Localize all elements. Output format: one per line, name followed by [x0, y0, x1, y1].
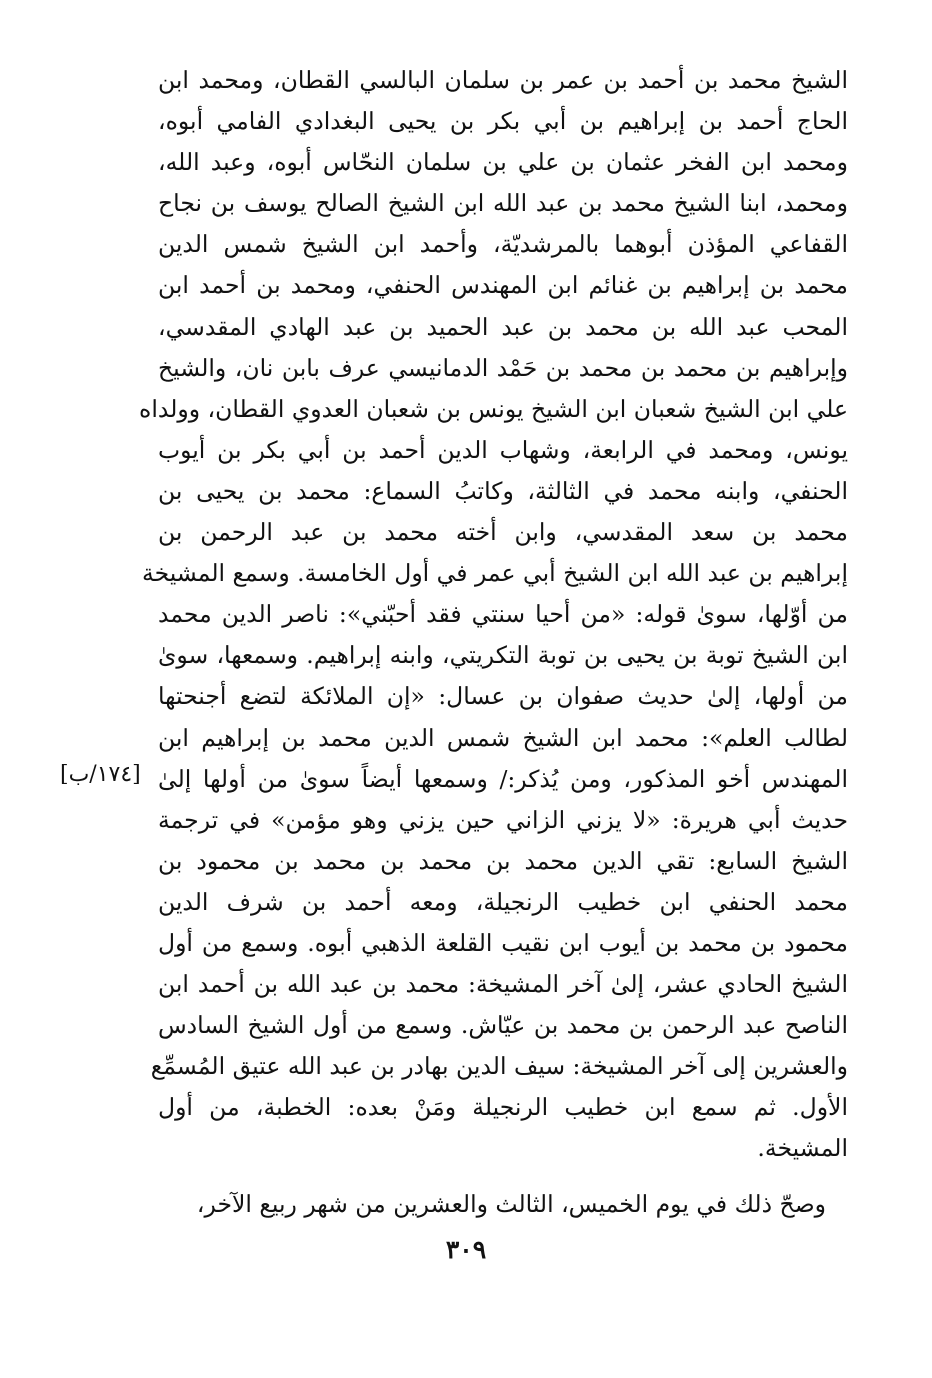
text-line-2: الحاج أحمد بن إبراهيم بن أبي بكر بن يحيى البغدادي الفامي أبوه، [158, 107, 848, 136]
text-line-13: إبراهيم بن عبد الله ابن الشيخ أبي عمر في أول الخامسة. وسمع المشيخة [141, 559, 848, 588]
text-line-11: الحنفي، وابنه محمد في الثالثة، وكاتبُ السماع: محمد بن يحيى بن [158, 476, 848, 505]
closing-line: وصحّ ذلك في يوم الخميس، الثالث والعشرين من شهر ربيع الآخر، [196, 1190, 826, 1218]
text-line-8: وإبراهيم بن محمد بن محمد بن حَمْد الدمانيسي عرف بابن نان، والشيخ [158, 353, 848, 382]
text-line-19: حديث أبي هريرة: «لا يزني الزاني حين يزني وهو مؤمن» في ترجمة [158, 805, 848, 834]
text-line-21: محمد الحنفي ابن خطيب الرنجيلة، ومعه أحمد بن شرف الدين [158, 887, 848, 916]
text-line-25: والعشرين إلى آخر المشيخة: سيف الدين بهادر بن عبد الله عتيق المُسمِّع [150, 1052, 848, 1081]
text-line-16: من أولها، إلىٰ حديث صفوان بن عسال: «إن الملائكة لتضع أجنحتها [158, 682, 848, 711]
text-line-27: المشيخة. [757, 1134, 848, 1163]
text-line-1: الشيخ محمد بن أحمد بن عمر بن سلمان البالسي القطان، ومحمد ابن [158, 66, 848, 94]
text-line-4: ومحمد، ابنا الشيخ محمد بن عبد الله ابن الشيخ الصالح يوسف بن نجاح [158, 189, 848, 218]
text-line-3: ومحمد ابن الفخر عثمان بن علي بن سلمان النحّاس أبوه، وعبد الله، [158, 148, 848, 177]
text-line-12: محمد بن سعد المقدسي، وابن أخته محمد بن عبد الرحمن بن [158, 518, 848, 547]
text-line-20: الشيخ السابع: تقي الدين محمد بن محمد بن محمد بن محمود بن [158, 846, 848, 875]
text-line-9: علي ابن الشيخ شعبان ابن الشيخ يونس بن شعبان العدوي القطان، وولداه [139, 394, 848, 423]
main-text-block [139, 60, 848, 1170]
text-line-23: الشيخ الحادي عشر، إلىٰ آخر المشيخة: محمد بن عبد الله بن أحمد ابن [158, 970, 848, 999]
text-line-26: الأول. ثم سمع ابن خطيب الرنجيلة ومَنْ بعده: الخطبة، من أول [158, 1093, 848, 1122]
page-number: ٣٠٩ [445, 1235, 487, 1264]
text-line-15: ابن الشيخ توبة بن يحيى بن توبة التكريتي، وابنه إبراهيم. وسمعها، سوىٰ [158, 641, 848, 670]
text-line-7: المحب عبد الله بن محمد بن عبد الحميد بن عبد الهادي المقدسي، [158, 312, 848, 341]
text-line-22: محمود بن محمد بن أيوب ابن نقيب القلعة الذهبي أبوه. وسمع من أول [158, 928, 848, 957]
text-line-18: المهندس أخو المذكور، ومن يُذكر:/ وسمعها أيضاً سوىٰ من أولها إلىٰ [158, 764, 848, 793]
text-line-14: من أوّلها، سوىٰ قوله: «من أحيا سنتي فقد أحبّني»: ناصر الدين محمد [158, 600, 848, 629]
text-line-6: محمد بن إبراهيم بن غنائم ابن المهندس الحنفي، ومحمد بن أحمد ابن [158, 271, 848, 300]
text-line-5: القفاعي المؤذن أبوهما بالمرشديّة، وأحمد ابن الشيخ شمس الدين [158, 230, 848, 259]
text-line-17: لطالب العلم»: محمد ابن الشيخ شمس الدين محمد بن إبراهيم ابن [158, 723, 848, 752]
text-line-24: الناصح عبد الرحمن بن محمد بن عيّاش. وسمع من أول الشيخ السادس [158, 1011, 848, 1040]
text-line-10: يونس، ومحمد في الرابعة، وشهاب الدين أحمد بن أبي بكر بن أيوب [158, 435, 848, 464]
folio-margin-note: [١٧٤/ب] [60, 762, 141, 787]
